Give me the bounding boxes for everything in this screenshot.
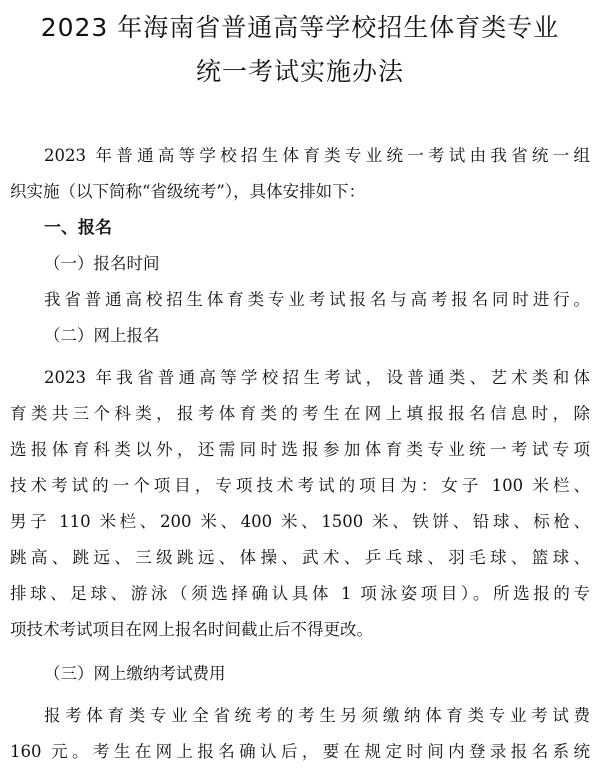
subsection-2-line: 技术考试的一个项目，专项技术考试的项目为：女子 100 米栏、 — [10, 476, 590, 495]
subsection-2-line: 2023 年我省普通高等学校招生考试，设普通类、艺术类和体 — [44, 368, 590, 387]
document-title-line2: 统一考试实施办法 — [195, 57, 404, 86]
subsection-2-line: 育类共三个科类，报考体育类的考生在网上填报报名信息时，除 — [10, 404, 590, 423]
intro-line-2: 织实施（以下简称“省级统考”），具体安排如下： — [10, 182, 366, 201]
subsection-2-line: 男子 110 米栏、200 米、400 米、1500 米、铁饼、铅球、标枪、 — [10, 512, 590, 531]
subsection-1-paragraph: 我省普通高校招生体育类专业考试报名与高考报名同时进行。 — [44, 290, 590, 309]
section-1-heading: 一、报名 — [44, 218, 112, 238]
document-title-line1: 2023 年海南省普通高等学校招生体育类专业 — [40, 13, 560, 42]
subsection-3-heading: （三）网上缴纳考试费用 — [44, 664, 226, 683]
subsection-2-line: 排球、足球、游泳（须选择确认具体 1 项泳姿项目）。所选报的专 — [10, 584, 590, 603]
subsection-2-line: 跳高、跳远、三级跳远、体操、武术、乒乓球、羽毛球、篮球、 — [10, 548, 590, 567]
intro-line-1: 2023 年普通高等学校招生体育类专业统一考试由我省统一组 — [44, 146, 590, 165]
subsection-3-line: 报考体育类专业全省统考的考生另须缴纳体育类专业考试费 — [44, 706, 590, 725]
subsection-3-line: 160 元。考生在网上报名确认后，要在规定时间内登录报名系统 — [10, 742, 590, 761]
subsection-2-heading: （二）网上报名 — [44, 326, 160, 345]
subsection-2-line: 项技术考试项目在网上报名时间截止后不得更改。 — [10, 620, 373, 639]
subsection-2-line: 选报体育科类以外，还需同时选报参加体育类专业统一考试专项 — [10, 440, 590, 459]
subsection-1-heading: （一）报名时间 — [44, 254, 160, 273]
